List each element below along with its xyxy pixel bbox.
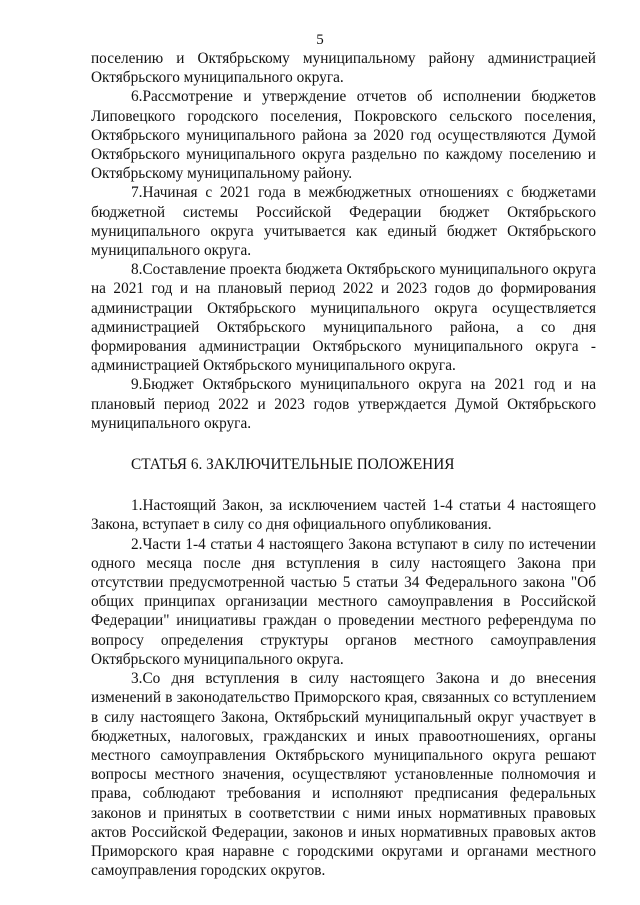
paragraph: 6.Рассмотрение и утверждение отчетов об исполнении бюджетов Липовецкого городского поселения, Покровского сельского поселения, Октябрьского муниципального района за 2020 год осуществляются Думой Октябрьского муниципального округа раздельно по каждому поселению и Октябрьскому муниципальному району. (91, 88, 596, 183)
page-number: 5 (316, 32, 324, 48)
paragraph: 7.Начиная с 2021 года в межбюджетных отношениях с бюджетами бюджетной системы Российской Федерации бюджет Октябрьского муниципального округа учитывается как единый бюджет Октябрьского муниципального округа. (91, 184, 596, 260)
article-5-continuation (91, 49, 596, 433)
paragraph: поселению и Октябрьскому муниципальному району администрацией Октябрьского муниципального округа. (91, 50, 596, 87)
paragraph: 2.Части 1-4 статьи 4 настоящего Закона вступают в силу по истечении одного месяца после дня вступления в силу настоящего Закона при отсутствии предусмотренной частью 5 статьи 34 Федерального закона "Об общих принципах организации местного самоуправления в Российской Федерации" инициативы граждан о проведении местного референдума по вопросу определения структуры органов местного самоуправления Октябрьского муниципального округа. (91, 535, 596, 668)
paragraph: 1.Настоящий Закон, за исключением частей 1-4 статьи 4 настоящего Закона, вступает в силу со дня официального опубликования. (91, 497, 596, 534)
paragraph: 8.Составление проекта бюджета Октябрьского муниципального округа на 2021 год и на плановый период 2022 и 2023 годов до формирования администрации Октябрьского муниципального округа осуществляется администрацией Октябрьского муниципального района, а со дня формирования администрации Октябрьского муниципального округа - администрацией Октябрьского муниципального округа. (91, 261, 596, 375)
paragraph: 9.Бюджет Октябрьского муниципального округа на 2021 год и на плановый период 2022 и 2023 годов утверждается Думой Октябрьского муниципального округа. (91, 376, 596, 432)
article-heading: СТАТЬЯ 6. ЗАКЛЮЧИТЕЛЬНЫЕ ПОЛОЖЕНИЯ (131, 456, 455, 474)
paragraph: 3.Со дня вступления в силу настоящего Закона и до внесения изменений в законодательство Приморского края, связанных со вступлением в силу настоящего Закона, Октябрьский муниципальный округ участвует в бюджетных, налоговых, гражданских и иных правоотношениях, органы местного самоуправления Октябрьского муниципального округа решают вопросы местного значения, осуществляют установленные полномочия и права, соблюдают требования и исполняют предписания федеральных законов и принятых в соответствии с ними иных нормативных правовых актов Российской Федерации, законов и иных нормативных правовых актов Приморского края наравне с городскими округами и органами местного самоуправления городских округов. (91, 670, 596, 880)
article-6-body (91, 496, 596, 880)
document-body (91, 49, 596, 880)
